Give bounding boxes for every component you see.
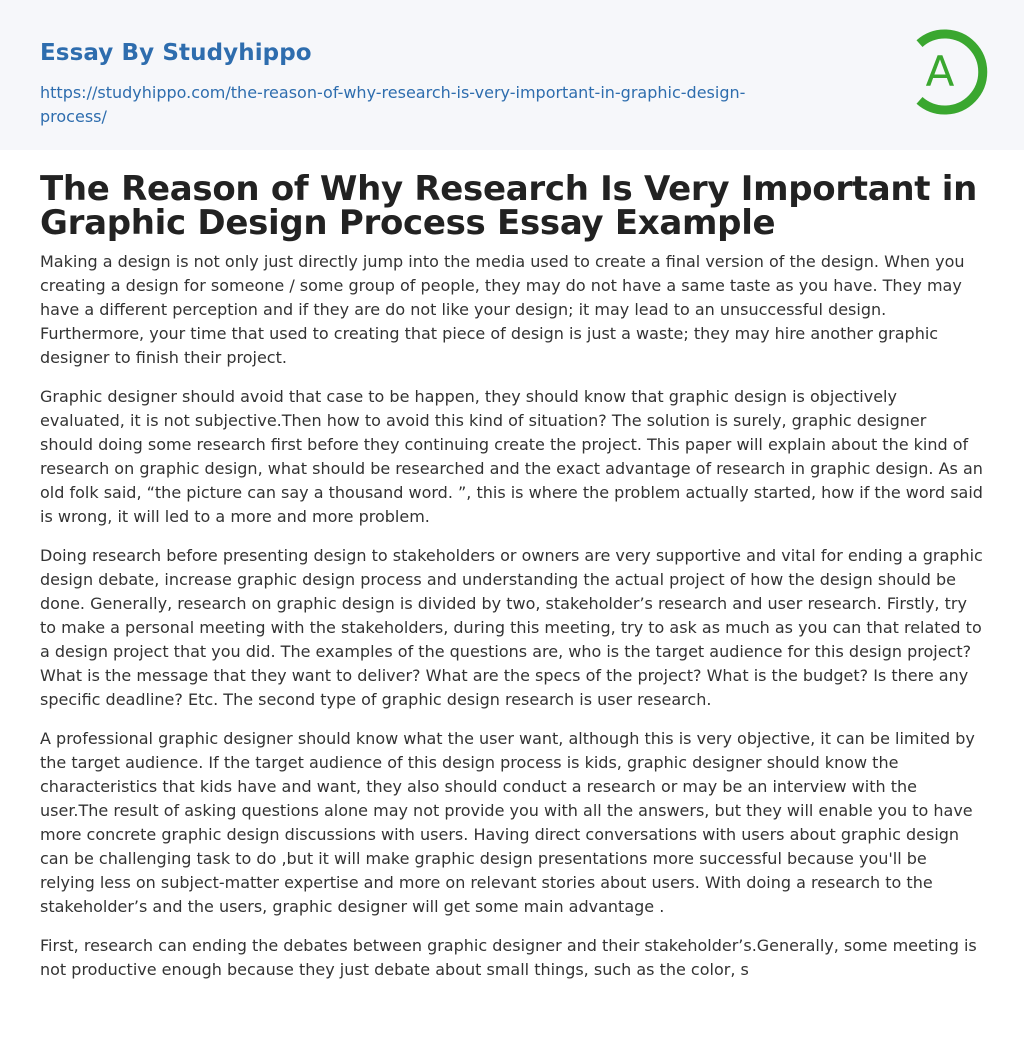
article-paragraph: A professional graphic designer should know what the user want, although this is very objective, it can be limited by the target audience. If the target audience of this design process is kids, graphic designer should know the characteristics that kids have and want, they also should conduct a research or may be an interview with the user.The result of asking questions alone may not provide you with all the answers, but they will enable you to have more concrete graphic design discussions with users. Having direct conversations with users about graphic design can be challenging task to do ,but it will make graphic design presentations more successful because you'll be relying less on subject-matter expertise and more on relevant stories about users. With doing a research to the stakeholder’s and the users, graphic designer will get some main advantage . [40, 729, 975, 916]
site-brand-title[interactable]: Essay By Studyhippo [40, 40, 312, 66]
article-content [40, 169, 984, 982]
article-paragraph: First, research can ending the debates between graphic designer and their stakeholder’s.Generally, some meeting is not productive enough because they just debate about small things, such as the color, s [40, 936, 977, 979]
article-title: The Reason of Why Research Is Very Important in Graphic Design Process Essay Example [40, 169, 978, 243]
source-url-link[interactable]: https://studyhippo.com/the-reason-of-why-research-is-very-important-in-graphic-design-process/ [40, 83, 746, 126]
article-paragraph: Doing research before presenting design to stakeholders or owners are very supportive and vital for ending a graphic design debate, increase graphic design process and understanding the actual project of how the design should be done. Generally, research on graphic design is divided by two, stakeholder’s research and user research. Firstly, try to make a personal meeting with the stakeholders, during this meeting, try to ask as much as you can that related to a design project that you did. The examples of the questions are, who is the target audience for this design project?What is the message that they want to deliver? What are the specs of the project? What is the budget? Is there any specific deadline? Etc. The second type of graphic design research is user research. [40, 546, 983, 709]
site-header [0, 0, 1024, 150]
circle-letter-a-logo-icon[interactable] [900, 28, 988, 116]
logo-letter: A [925, 47, 955, 96]
article-paragraph: Graphic designer should avoid that case to be happen, they should know that graphic design is objectively evaluated, it is not subjective.Then how to avoid this kind of situation? The solution is surely, graphic designer should doing some research first before they continuing create the project. This paper will explain about the kind of research on graphic design, what should be researched and the exact advantage of research in graphic design. As an old folk said, “the picture can say a thousand word. ”, this is where the problem actually started, how if the word said is wrong, it will led to a more and more problem. [40, 387, 983, 526]
article-paragraph: Making a design is not only just directly jump into the media used to create a final version of the design. When you creating a design for someone / some group of people, they may do not have a same taste as you have. They may have a different perception and if they are do not like your design; it may lead to an unsuccessful design. Furthermore, your time that used to creating that piece of design is just a waste; they may hire another graphic designer to finish their project. [40, 252, 965, 367]
